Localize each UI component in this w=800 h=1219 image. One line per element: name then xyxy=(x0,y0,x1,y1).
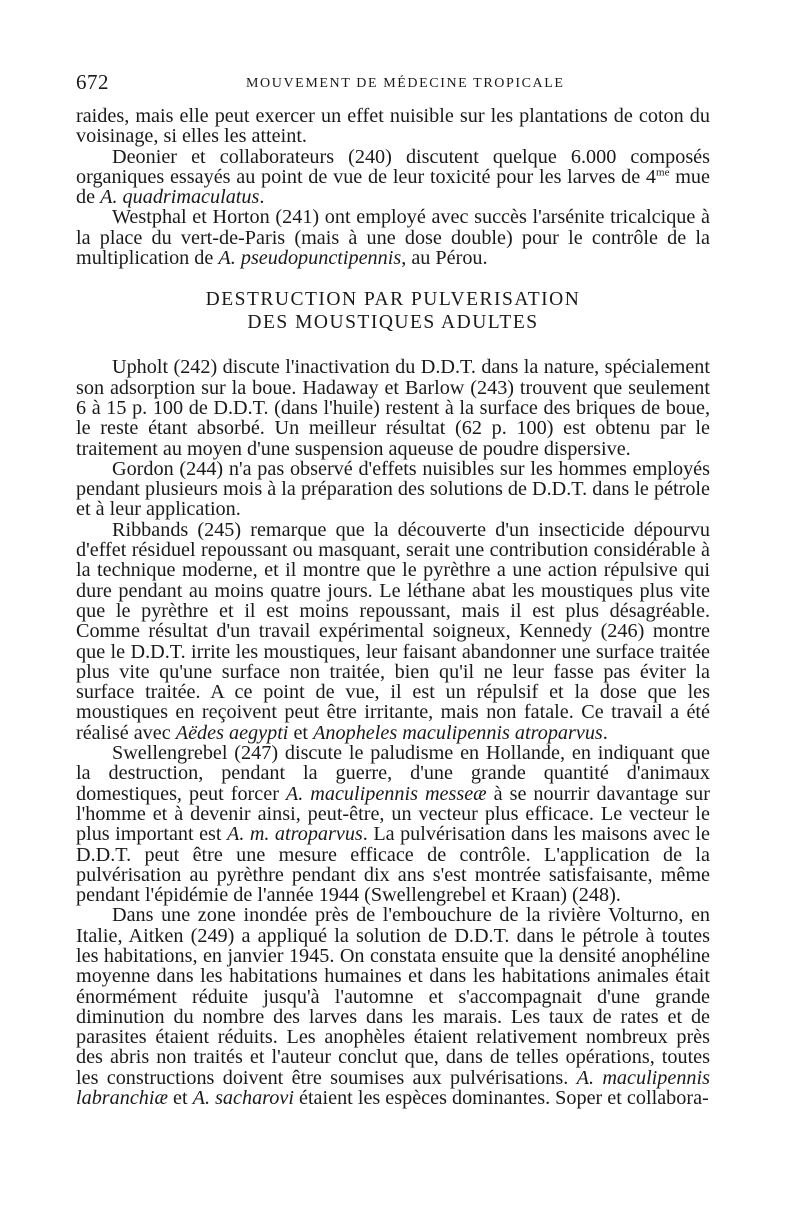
paragraph-7 xyxy=(76,743,710,905)
species-name: A. sacharovi xyxy=(192,1087,294,1110)
paragraph-3-text-b: , au Pérou. xyxy=(401,247,488,270)
section-heading-line-2: DES MOUSTIQUES ADULTES xyxy=(247,312,539,334)
species-name: A. pseudopunctipennis xyxy=(218,247,402,270)
paragraph-6-text-b: et xyxy=(288,721,314,744)
section-heading xyxy=(76,288,710,334)
paragraph-2-text-a: Deonier et collaborateurs (240) discutent quelque 6.000 composés organiques essayés au point de vue de leur toxicité pour les larves de 4 xyxy=(76,145,710,188)
paragraph-2 xyxy=(76,147,710,208)
paragraph-2-superscript: me xyxy=(656,166,670,179)
species-name: Anopheles maculipennis atroparvus xyxy=(313,721,603,744)
paragraph-3-text-a: Westphal et Horton (241) ont employé avec succès l'arsénite tricalcique à la place du vert-de-Paris (mais à une dose double) pour le contrôle de la multiplication de xyxy=(76,206,710,270)
paragraph-8-text-b: et xyxy=(167,1087,193,1110)
paragraph-2-text-c: . xyxy=(259,186,265,209)
paragraph-7-text-c: . La pulvérisation dans les maisons avec le D.D.T. peut être une mesure efficace de contrôle. L'application de la pulvérisation au pyrèthre pendant dix ans s'est montrée satisfaisante, même pendant l'épidémie de l'année 1944 (Swellengrebel et Kraan) (248). xyxy=(76,823,710,907)
page-number: 672 xyxy=(76,70,109,94)
paragraph-4: Upholt (242) discute l'inactivation du D.D.T. dans la nature, spécialement son adsorption sur la boue. Hadaway et Barlow (243) trouvent que seulement 6 à 15 p. 100 de D.D.T. (dans l'huile) restent à la surface des briques de boue, le reste étant absorbé. Un meilleur résultat (62 p. 100) est obtenu par le traitement au moyen d'une suspension aqueuse de poudre dispersive. xyxy=(76,356,710,460)
species-name: A. maculipennis labranchiæ xyxy=(76,1066,710,1110)
species-name: A. m. atroparvus xyxy=(226,823,363,846)
paragraph-8 xyxy=(76,905,710,1108)
paragraph-3 xyxy=(76,207,710,268)
paragraph-5: Gordon (244) n'a pas observé d'effets nuisibles sur les hommes employés pendant plusieurs mois à la préparation des solutions de D.D.T. dans le pétrole et à leur application. xyxy=(76,457,710,521)
paragraph-1: raides, mais elle peut exercer un effet nuisible sur les plantations de coton du voisinage, si elles les atteint. xyxy=(76,105,710,148)
running-title: MOUVEMENT DE MÉDECINE TROPICALE xyxy=(246,76,565,91)
paragraph-6 xyxy=(76,520,710,743)
species-name: Aëdes aegypti xyxy=(175,721,289,744)
paragraph-8-text-a: Dans une zone inondée près de l'embouchure de la rivière Volturno, en Italie, Aitken (249) a appliqué la solution de D.D.T. dans le pétrole à toutes les habitations, en janvier 1945. On constata ensuite que la densité anophéline moyenne dans les habitations humaines et dans les habitations animales était énormément réduite jusqu'à l'automne et s'accompagnait d'une grande diminution du nombre des larves dans les marais. Les taux de rates et de parasites étaient réduits. Les anophèles étaient relativement nombreux près des abris non traités et l'auteur conclut que, dans de telles opérations, toutes les constructions doivent être soumises aux pulvérisations. xyxy=(76,904,710,1089)
paragraph-7-text-a: Swellengrebel (247) discute le paludisme en Hollande, en indiquant que la destruction, pendant la guerre, d'une grande quantité d'animaux domestiques, peut forcer xyxy=(76,742,710,805)
paragraph-6-text-a: Ribbands (245) remarque que la découverte d'un insecticide dépourvu d'effet résiduel repoussant ou masquant, serait une contribution considérable à la technique moderne, et il montre que le pyrèthre a une action répulsive qui dure pendant au moins quatre jours. Le léthane abat les moustiques plus vite que le pyrèthre et il est moins repoussant, mais il est plus désagréable. Comme résultat d'un travail expérimental soigneux, Kennedy (246) montre que le D.D.T. irrite les moustiques, leur faisant abandonner une surface traitée plus vite qu'une surface non traitée, bien qu'il ne leur fasse pas éviter la surface traitée. A ce point de vue, il est un répulsif et la dose que les moustiques en reçoivent peut être irritante, mais non fatale. Ce travail a été réalisé avec xyxy=(76,518,710,744)
paragraph-7-text-b: à se nourrir davantage sur l'homme et à devenir ainsi, peut-être, un vecteur plus efficace. Le vecteur le plus important est xyxy=(76,782,710,846)
species-name: A. maculipennis messeæ xyxy=(285,782,487,805)
paragraph-2-text-b: mue de xyxy=(76,165,710,209)
species-name: A. quadrimaculatus xyxy=(100,186,260,209)
running-head xyxy=(76,70,710,106)
paragraph-6-text-c: . xyxy=(602,721,608,744)
section-heading-line-1: DESTRUCTION PAR PULVERISATION xyxy=(205,289,581,311)
page-body xyxy=(76,70,710,1108)
paragraph-8-text-c: étaient les espèces dominantes. Soper et collabora- xyxy=(293,1087,709,1110)
